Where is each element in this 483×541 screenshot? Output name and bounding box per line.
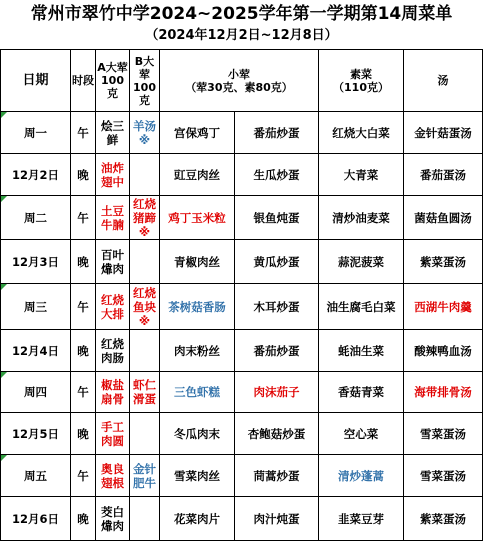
soup-cell: 雪菜蛋汤 <box>404 413 483 455</box>
small-meat-2-cell: 番茄炒蛋 <box>235 112 319 154</box>
small-meat-2-cell: 番茄炒蛋 <box>235 330 319 372</box>
table-row <box>1 284 483 330</box>
table-row <box>1 154 483 196</box>
small-meat-cell: 肉末粉丝 <box>160 330 235 372</box>
veg-cell: 蒜泥菠菜 <box>319 240 404 284</box>
small-meat-cell: 茶树菇香肠 <box>160 284 235 330</box>
soup-cell: 金针菇蛋汤 <box>404 112 483 154</box>
veg-cell: 油生腐毛白菜 <box>319 284 404 330</box>
b-dish-cell: 虾仁滑蛋 <box>130 372 160 413</box>
b-dish-cell <box>130 154 160 196</box>
soup-cell: 紫菜蛋汤 <box>404 497 483 541</box>
small-meat-cell: 三色虾糕 <box>160 372 235 413</box>
period-cell: 晚 <box>71 154 96 196</box>
header-soup: 汤 <box>404 50 483 112</box>
header-veg-label: 素菜 <box>350 67 372 81</box>
veg-cell: 清炒油麦菜 <box>319 196 404 240</box>
header-small-meat <box>160 50 319 112</box>
period-cell: 晚 <box>71 413 96 455</box>
soup-cell: 西湖牛肉羹 <box>404 284 483 330</box>
period-cell: 午 <box>71 372 96 413</box>
table-row <box>1 413 483 455</box>
period-cell: 午 <box>71 112 96 154</box>
soup-cell: 菌菇鱼圆汤 <box>404 196 483 240</box>
header-b-dish: B大荤100克 <box>130 50 160 112</box>
a-dish-cell: 红烧大排 <box>96 284 130 330</box>
b-dish-cell: 红烧鱼块※ <box>130 284 160 330</box>
soup-cell: 酸辣鸭血汤 <box>404 330 483 372</box>
soup-cell: 海带排骨汤 <box>404 372 483 413</box>
a-dish-cell: 百叶㸆肉 <box>96 240 130 284</box>
small-meat-2-cell: 茼蒿炒蛋 <box>235 455 319 497</box>
table-row <box>1 112 483 154</box>
period-cell: 午 <box>71 284 96 330</box>
small-meat-2-cell: 肉汁炖蛋 <box>235 497 319 541</box>
a-dish-cell: 红烧肉肠 <box>96 330 130 372</box>
small-meat-2-cell: 肉沫茄子 <box>235 372 319 413</box>
period-cell: 晚 <box>71 497 96 541</box>
menu-title: 常州市翠竹中学2024~2025学年第一学期第14周菜单 <box>30 4 453 24</box>
small-meat-2-cell: 黄瓜炒蛋 <box>235 240 319 284</box>
veg-cell: 大青菜 <box>319 154 404 196</box>
b-dish-cell <box>130 240 160 284</box>
small-meat-cell: 鸡丁玉米粒 <box>160 196 235 240</box>
day-date: 12月6日 <box>1 497 71 541</box>
header-veg <box>319 50 404 112</box>
a-dish-cell: 奥良翅根 <box>96 455 130 497</box>
b-dish-cell: 羊汤※ <box>130 112 160 154</box>
period-cell: 午 <box>71 196 96 240</box>
a-dish-cell: 油炸翅中 <box>96 154 130 196</box>
small-meat-cell: 豇豆肉丝 <box>160 154 235 196</box>
small-meat-cell: 冬瓜肉末 <box>160 413 235 455</box>
b-dish-cell <box>130 413 160 455</box>
b-dish-cell <box>130 330 160 372</box>
header-date: 日期 <box>1 50 71 112</box>
table-row <box>1 240 483 284</box>
soup-cell: 紫菜蛋汤 <box>404 240 483 284</box>
day-date: 12月5日 <box>1 413 71 455</box>
b-dish-cell <box>130 497 160 541</box>
soup-cell: 番茄蛋汤 <box>404 154 483 196</box>
table-row <box>1 497 483 541</box>
veg-cell: 清炒蓬蒿 <box>319 455 404 497</box>
a-dish-cell: 椒盐扇骨 <box>96 372 130 413</box>
table-row <box>1 196 483 240</box>
header-veg-note: （110克） <box>333 80 389 94</box>
day-name: 周三 <box>1 284 71 330</box>
small-meat-2-cell: 银鱼炖蛋 <box>235 196 319 240</box>
small-meat-cell: 宫保鸡丁 <box>160 112 235 154</box>
day-date: 12月3日 <box>1 240 71 284</box>
veg-cell: 空心菜 <box>319 413 404 455</box>
menu-subtitle: （2024年12月2日~12月8日） <box>145 28 338 43</box>
header-small-meat-label: 小荤 <box>228 67 250 81</box>
day-name: 周四 <box>1 372 71 413</box>
table-row <box>1 330 483 372</box>
small-meat-2-cell: 生瓜炒蛋 <box>235 154 319 196</box>
a-dish-cell: 茭白㸆肉 <box>96 497 130 541</box>
day-date: 12月2日 <box>1 154 71 196</box>
period-cell: 午 <box>71 455 96 497</box>
veg-cell: 蚝油生菜 <box>319 330 404 372</box>
header-row <box>1 50 483 112</box>
small-meat-cell: 花菜肉片 <box>160 497 235 541</box>
period-cell: 晚 <box>71 330 96 372</box>
day-name: 周一 <box>1 112 71 154</box>
day-date: 12月4日 <box>1 330 71 372</box>
header-period: 时段 <box>71 50 96 112</box>
period-cell: 晚 <box>71 240 96 284</box>
soup-cell: 雪菜蛋汤 <box>404 455 483 497</box>
small-meat-cell: 青椒肉丝 <box>160 240 235 284</box>
header-a-dish: A大荤100克 <box>96 50 130 112</box>
veg-cell: 红烧大白菜 <box>319 112 404 154</box>
day-name: 周五 <box>1 455 71 497</box>
b-dish-cell: 红烧猪蹄※ <box>130 196 160 240</box>
a-dish-cell: 土豆牛腩 <box>96 196 130 240</box>
a-dish-cell: 手工肉圆 <box>96 413 130 455</box>
day-name: 周二 <box>1 196 71 240</box>
small-meat-cell: 雪菜肉丝 <box>160 455 235 497</box>
a-dish-cell: 烩三鲜 <box>96 112 130 154</box>
small-meat-2-cell: 杏鲍菇炒蛋 <box>235 413 319 455</box>
b-dish-cell: 金针肥牛 <box>130 455 160 497</box>
menu-table <box>0 49 483 541</box>
table-row <box>1 455 483 497</box>
header-small-meat-note: （荤30克、素80克） <box>185 80 293 94</box>
veg-cell: 香菇青菜 <box>319 372 404 413</box>
veg-cell: 韭菜豆芽 <box>319 497 404 541</box>
small-meat-2-cell: 木耳炒蛋 <box>235 284 319 330</box>
table-row <box>1 372 483 413</box>
